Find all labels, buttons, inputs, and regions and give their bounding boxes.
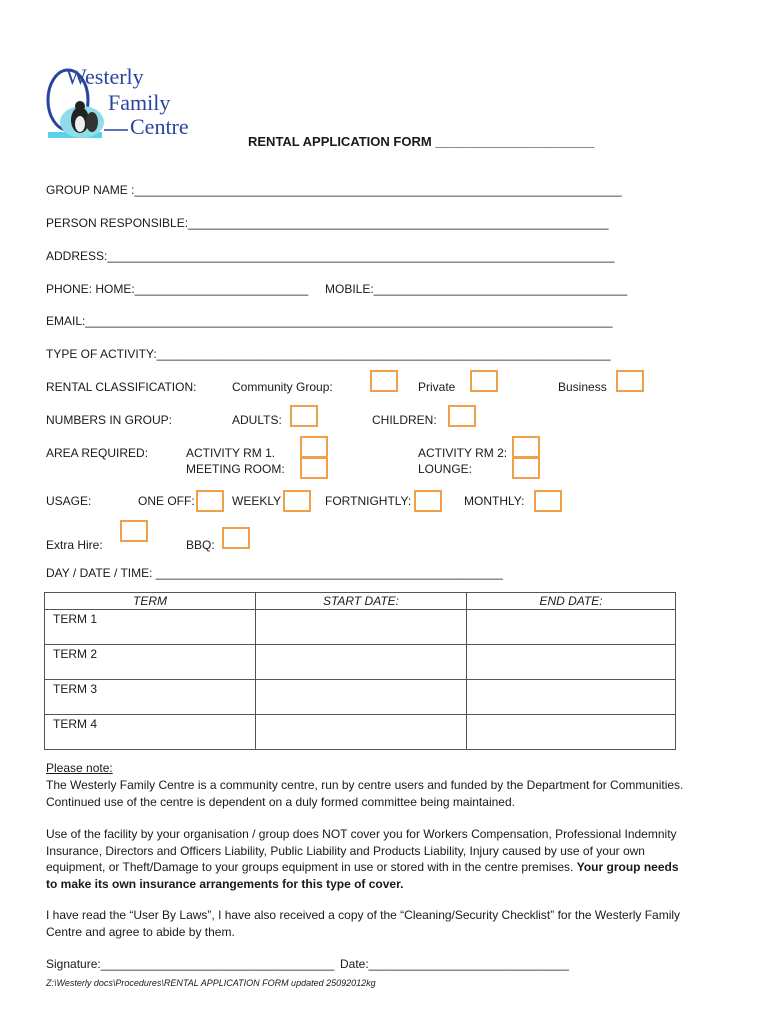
start-date-cell[interactable] — [256, 645, 467, 680]
meeting-room-label: MEETING ROOM: — [186, 462, 285, 476]
notes-para2-bold: Your group needs to make its own insurance arrangements for this type of cover. — [46, 860, 679, 891]
form-title: RENTAL APPLICATION FORM ______________________ — [248, 134, 595, 149]
footer-path: Z:\Westerly docs\Procedures\RENTAL APPLICATION FORM updated 25092012kg — [46, 978, 376, 988]
term-cell: TERM 2 — [45, 645, 256, 680]
notes-para2-block — [46, 826, 686, 892]
start-date-header: START DATE: — [256, 593, 467, 610]
lounge-label: LOUNGE: — [418, 462, 473, 476]
start-date-cell[interactable] — [256, 715, 467, 750]
activity-rm1-label: ACTIVITY RM 1. — [186, 446, 276, 460]
logo-line1: Westerly — [66, 64, 144, 89]
address-field[interactable]: ADDRESS:____________________________________________________________________________ — [46, 249, 615, 263]
usage-label: USAGE: — [46, 494, 92, 508]
extra-hire-checkbox[interactable] — [120, 520, 148, 542]
table-row — [45, 645, 676, 680]
business-label: Business — [558, 380, 607, 394]
activity-rm1-checkbox[interactable] — [300, 436, 328, 458]
term-header: TERM — [45, 593, 256, 610]
start-date-cell[interactable] — [256, 610, 467, 645]
activity-type-field[interactable]: TYPE OF ACTIVITY:____________________________________________________________________ — [46, 347, 611, 361]
person-responsible-field[interactable]: PERSON RESPONSIBLE:_______________________________________________________________ — [46, 216, 609, 230]
private-checkbox[interactable] — [470, 370, 498, 392]
weekly-checkbox[interactable] — [283, 490, 311, 512]
group-name-field[interactable]: GROUP NAME :_________________________________________________________________________ — [46, 183, 622, 197]
end-date-cell[interactable] — [467, 645, 676, 680]
extra-hire-label: Extra Hire: — [46, 538, 103, 552]
monthly-checkbox[interactable] — [534, 490, 562, 512]
end-date-cell[interactable] — [467, 680, 676, 715]
activity-rm2-checkbox[interactable] — [512, 436, 540, 458]
day-date-time-field[interactable]: DAY / DATE / TIME: ____________________________________________________ — [46, 566, 503, 580]
table-row — [45, 610, 676, 645]
activity-rm2-label: ACTIVITY RM 2: — [418, 446, 508, 460]
logo-line2: Family — [108, 90, 171, 115]
adults-checkbox[interactable] — [290, 405, 318, 427]
notes-para2: Use of the facility by your organisation / group does NOT cover you for Workers Compensation, Professional Indemnity Insurance, Directors and Officers Liability, Public Liability and Products Liability, Injury caused by use of your own equipment, or Theft/Damage to your groups equipment in use or stored with in the centre premises. — [46, 827, 677, 874]
term-cell: TERM 1 — [45, 610, 256, 645]
mobile-field[interactable]: MOBILE:______________________________________ — [325, 282, 628, 296]
community-group-checkbox[interactable] — [370, 370, 398, 392]
signature-field[interactable]: Signature:___________________________________ — [46, 957, 335, 971]
end-date-header: END DATE: — [467, 593, 676, 610]
notes-para1: The Westerly Family Centre is a community centre, run by centre users and funded by the Department for Communities. Continued use of the centre is dependent on a duly formed committee being maintained. — [46, 778, 684, 809]
fortnightly-label: FORTNIGHTLY: — [325, 494, 412, 508]
rental-classification-label: RENTAL CLASSIFICATION: — [46, 380, 197, 394]
term-cell: TERM 4 — [45, 715, 256, 750]
start-date-cell[interactable] — [256, 680, 467, 715]
lounge-checkbox[interactable] — [512, 457, 540, 479]
one-off-checkbox[interactable] — [196, 490, 224, 512]
children-label: CHILDREN: — [372, 413, 437, 427]
private-label: Private — [418, 380, 456, 394]
notes-para3: I have read the “User By Laws”, I have also received a copy of the “Cleaning/Security Checklist” for the Westerly Family Centre and agree to abide by them. — [46, 908, 681, 939]
terms-table — [44, 592, 676, 750]
business-checkbox[interactable] — [616, 370, 644, 392]
one-off-label: ONE OFF: — [138, 494, 195, 508]
area-required-label: AREA REQUIRED: — [46, 446, 149, 460]
community-group-label: Community Group: — [232, 380, 333, 394]
term-cell: TERM 3 — [45, 680, 256, 715]
monthly-label: MONTHLY: — [464, 494, 525, 508]
numbers-in-group-label: NUMBERS IN GROUP: — [46, 413, 173, 427]
fortnightly-checkbox[interactable] — [414, 490, 442, 512]
logo-line3: Centre — [130, 114, 189, 139]
weekly-label: WEEKLY — [232, 494, 282, 508]
email-field[interactable]: EMAIL:_______________________________________________________________________________ — [46, 314, 613, 328]
bbq-checkbox[interactable] — [222, 527, 250, 549]
table-row — [45, 715, 676, 750]
meeting-room-checkbox[interactable] — [300, 457, 328, 479]
date-field[interactable]: Date:______________________________ — [340, 957, 569, 971]
notes-heading: Please note: — [46, 761, 113, 775]
adults-label: ADULTS: — [232, 413, 282, 427]
bbq-label: BBQ: — [186, 538, 215, 552]
end-date-cell[interactable] — [467, 610, 676, 645]
westerly-logo — [44, 60, 234, 150]
phone-home-field[interactable]: PHONE: HOME:__________________________ — [46, 282, 309, 296]
table-row — [45, 680, 676, 715]
end-date-cell[interactable] — [467, 715, 676, 750]
children-checkbox[interactable] — [448, 405, 476, 427]
